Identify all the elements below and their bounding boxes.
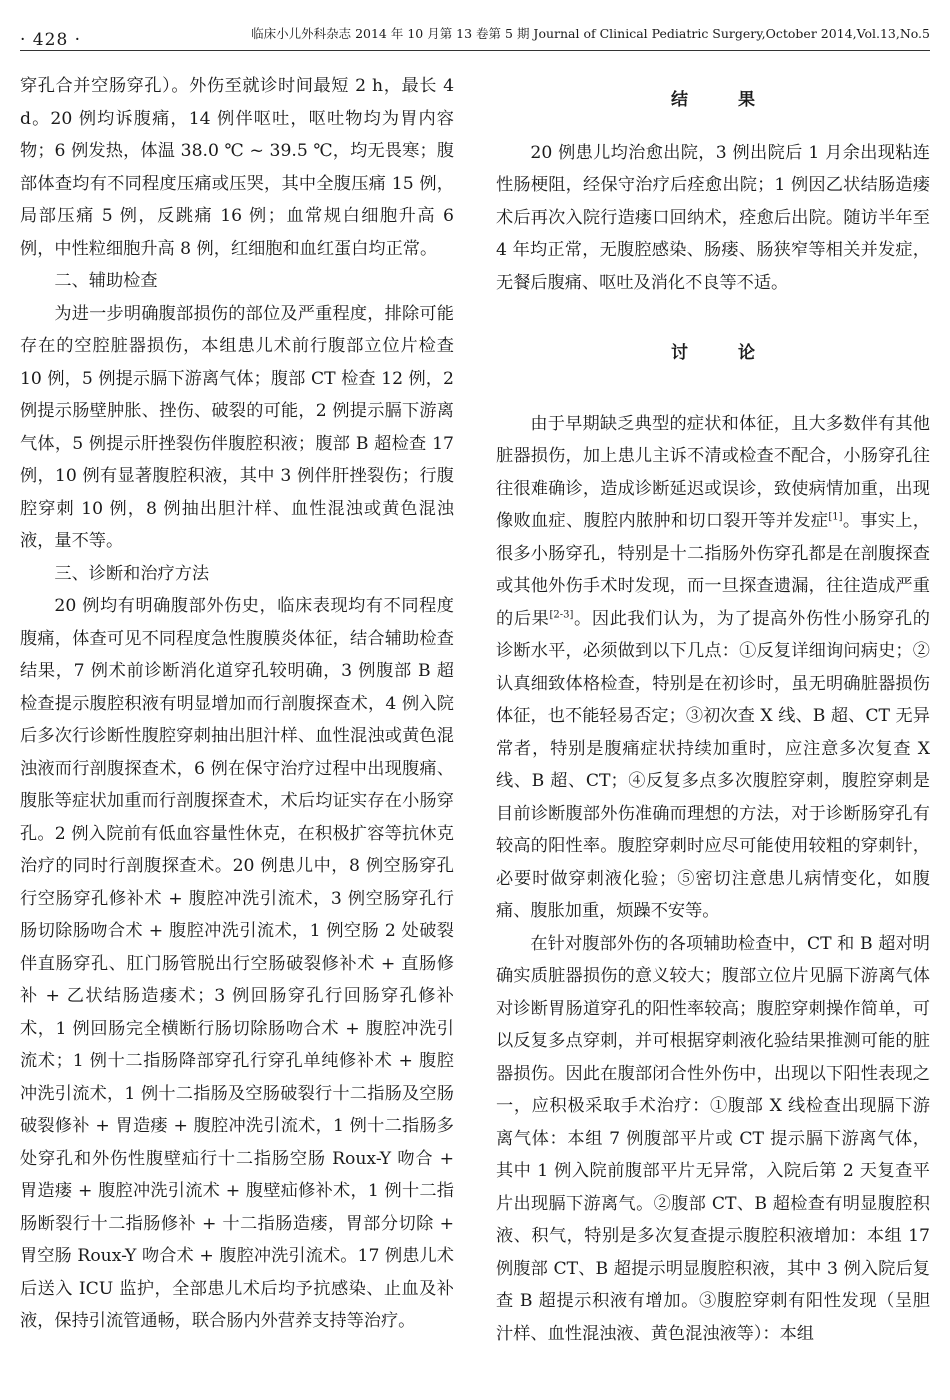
discussion-paragraph-1 — [496, 408, 930, 928]
page-header — [20, 22, 930, 48]
results-paragraph: 20 例患儿均治愈出院，3 例出院后 1 月余出现粘连性肠梗阻，经保守治疗后痊愈出院；1 例因乙状结肠造瘘术后再次入院行造瘘口回纳术，痊愈后出院。随访半年至 4 年均正常，无腹腔感染、肠瘘、肠狭窄等相关并发症，无餐后腹痛、呕吐及消化不良等不适。 — [496, 142, 930, 293]
journal-running-head: 临床小儿外科杂志 2014 年 10 月第 13 卷第 5 期 Journal of Clinical Pediatric Surgery,October 2014,Vol.13,No.5 — [251, 26, 930, 41]
results-heading: 结 果 — [671, 90, 777, 110]
discussion-text-1a: 由于早期缺乏典型的症状和体征，且大多数伴有其他脏器损伤，加上患儿主诉不清或检查不配合，小肠穿孔往往很难确诊，造成诊断延迟或误诊，致使病情加重，出现像败血症、腹腔内脓肿和切口裂开等并发症 — [496, 413, 930, 531]
discussion-text-1c: 。因此我们认为，为了提高外伤性小肠穿孔的诊断水平，必须做到以下几点：①反复详细询问病史；②认真细致体格检查，特别是在初诊时，虽无明确脏器损伤体征，也不能轻易否定；③初次查 X 线、B 超、CT 无异常者，特别是腹痛症状持续加重时，应注意多次复查 X 线、B 超、CT；④反复多点多次腹腔穿刺，腹腔穿刺是目前诊断腹部外伤准确而理想的方法，对于诊断肠穿孔有较高的阳性率。腹腔穿刺时应尽可能使用较粗的穿刺针，必要时做穿刺液化验；⑤密切注意患儿病情变化，如腹痛、腹胀加重，烦躁不安等。 — [496, 608, 930, 921]
section-heading-diagnosis-treatment: 三、诊断和治疗方法 — [54, 563, 210, 584]
discussion-heading: 讨 论 — [671, 343, 777, 363]
diagnosis-treatment-paragraph: 20 例均有明确腹部外伤史，临床表现均有不同程度腹痛，体查可见不同程度急性腹膜炎体征，结合辅助检查结果，7 例术前诊断消化道穿孔较明确，3 例腹部 B 超检查提示腹腔积液有明显增加而行剖腹探查术，4 例入院后多次行诊断性腹腔穿刺抽出胆汁样、血性混浊或黄色混浊液而行剖腹探查术，6 例在保守治疗过程中出现腹痛、腹胀等症状加重而行剖腹探查术，术后均证实存在小肠穿孔。2 例入院前有低血容量性休克，在积极扩容等抗休克治疗的同时行剖腹探查术。20 例患儿中，8 例空肠穿孔行空肠穿孔修补术 + 腹腔冲洗引流术，3 例空肠穿孔行肠切除肠吻合术 + 腹腔冲洗引流术，1 例空肠 2 处破裂伴直肠穿孔、肛门肠管脱出行空肠破裂修补术 + 直肠修补 + 乙状结肠造瘘术；3 例回肠穿孔行回肠穿孔修补术，1 例回肠完全横断行肠切除肠吻合术 + 腹腔冲洗引流术；1 例十二指肠降部穿孔行穿孔单纯修补术 + 腹腔冲洗引流术，1 例十二指肠及空肠破裂行十二指肠及空肠破裂修补 + 胃造瘘 + 腹腔冲洗引流术，1 例十二指肠多处穿孔和外伤性腹壁疝行十二指肠空肠 Roux-Y 吻合 + 胃造瘘 + 腹腔冲洗引流术 + 腹壁疝修补术，1 例十二指肠断裂行十二指肠修补 + 十二指肠造瘘，胃部分切除 + 胃空肠 Roux-Y 吻合术 + 腹腔冲洗引流术。17 例患儿术后送入 ICU 监护，全部患儿术后均予抗感染、止血及补液，保持引流管通畅，联合肠内外营养支持等治疗。 — [20, 596, 454, 1331]
header-rule — [20, 50, 930, 51]
citation-2-3: [2-3] — [549, 608, 574, 620]
patients-paragraph-continued: 穿孔合并空肠穿孔）。外伤至就诊时间最短 2 h，最长 4 d。20 例均诉腹痛，14 例伴呕吐，呕吐物均为胃内容物；6 例发热，体温 38.0 ℃ ~ 39.5 ℃，均无畏寒；腹部体查均有不同程度压痛或压哭，其中全腹压痛 15 例，局部压痛 5 例，反跳痛 16 例；血常规白细胞升高 6 例，中性粒细胞升高 8 例，红细胞和血红蛋白均正常。 — [20, 76, 454, 259]
citation-1: [1] — [828, 511, 843, 523]
section-heading-auxiliary-exam: 二、辅助检查 — [54, 271, 158, 291]
right-column — [496, 70, 930, 1350]
discussion-text-1b: 。事实上，很多小肠穿孔，特别是十二指肠外伤穿孔都是在剖腹探查或其他外伤手术时发现，而一旦探查遗漏，往往造成严重的后果 — [496, 511, 930, 629]
auxiliary-exam-paragraph: 为进一步明确腹部损伤的部位及严重程度，排除可能存在的空腔脏器损伤，本组患儿术前行腹部立位片检查 10 例，5 例提示膈下游离气体；腹部 CT 检查 12 例，2 例提示肠壁肿胀、挫伤、破裂的可能，2 例提示膈下游离气体，5 例提示肝挫裂伤伴腹腔积液；腹部 B 超检查 17 例，10 例有显著腹腔积液，其中 3 例伴肝挫裂伤；行腹腔穿刺 10 例，8 例抽出胆汁样、血性混浊或黄色混浊液，量不等。 — [20, 303, 454, 551]
page-number: · 428 · — [20, 30, 82, 50]
discussion-paragraph-2: 在针对腹部外伤的各项辅助检查中，CT 和 B 超对明确实质脏器损伤的意义较大；腹部立位片见膈下游离气体对诊断胃肠道穿孔的阳性率较高；腹腔穿刺操作简单，可以反复多点穿刺，并可根据穿刺液化验结果推测可能的脏器损伤。因此在腹部闭合性外伤中，出现以下阳性表现之一，应积极采取手术治疗：①腹部 X 线检查出现膈下游离气体：本组 7 例腹部平片或 CT 提示膈下游离气体，其中 1 例入院前腹部平片无异常，入院后第 2 天复查平片出现膈下游离气。②腹部 CT、B 超检查有明显腹腔积液、积气，特别是多次复查提示腹腔积液增加：本组 17 例腹部 CT、B 超提示明显腹腔积液，其中 3 例入院后复查 B 超提示积液有增加。③腹腔穿刺有阳性发现（呈胆汁样、血性混浊液、黄色混浊液等）：本组 — [496, 933, 930, 1344]
left-column — [20, 70, 454, 1338]
